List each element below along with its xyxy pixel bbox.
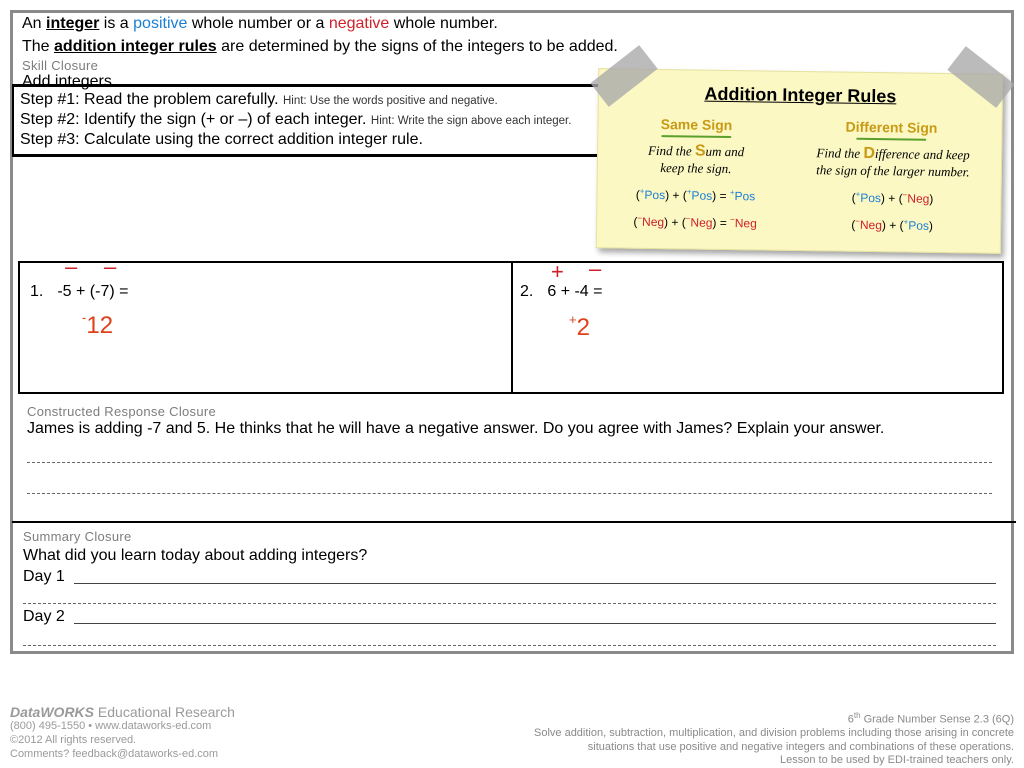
day-1-line-2[interactable] (23, 603, 996, 604)
answer-line-2[interactable] (27, 493, 992, 494)
skill-closure-label: Skill Closure (22, 58, 99, 73)
footer-comments: Comments? feedback@dataworks-ed.com (10, 748, 219, 760)
integer-definition: An integer is a positive whole number or a negative whole number. (22, 15, 498, 32)
day-2-line-2[interactable] (23, 645, 996, 646)
problem-1-sign-1: – (65, 254, 78, 279)
step-2: Step #2: Identify the sign (+ or –) of each integer. Hint: Write the sign above each integer. (20, 111, 572, 128)
addition-rules-note (596, 68, 1003, 254)
footer-publisher (10, 705, 235, 761)
problem-1: 1. -5 + (-7) = (30, 283, 129, 300)
footer-standard (394, 709, 1014, 768)
problem-2: 2. 6 + -4 = (520, 283, 603, 300)
constructed-response-question: James is adding -7 and 5. He thinks that he will have a negative answer. Do you agree with James? Explain your answer. (27, 420, 885, 437)
problem-2-sign-1: + (551, 259, 564, 284)
summary-separator (12, 521, 1016, 523)
day-2-label: Day 2 (23, 608, 65, 625)
rules-intro: The addition integer rules are determined by the signs of the integers to be added. (22, 38, 618, 55)
footer-rights: ©2012 All rights reserved. (10, 734, 137, 746)
summary-closure-label: Summary Closure (23, 529, 132, 544)
answer-line-1[interactable] (27, 462, 992, 463)
standard-line-1: Solve addition, subtraction, multiplication, and division problems including those arising in concrete (534, 727, 1014, 740)
grade-standard: 6th Grade Number Sense 2.3 (6Q) (847, 711, 1014, 726)
skill-closure-text: Add integers. (22, 73, 117, 90)
lesson-note: Lesson to be used by EDI-trained teachers only. (780, 754, 1014, 767)
problem-2-sign-2: – (589, 256, 602, 281)
day-1-line[interactable] (74, 583, 996, 584)
same-sign-description: Find the Sum and keep the sign. (647, 142, 745, 177)
footer-phone-website: (800) 495-1550 • www.dataworks-ed.com (10, 720, 212, 732)
day-2-line[interactable] (74, 623, 996, 624)
problems-table (18, 261, 1004, 394)
summary-question: What did you learn today about adding integers? (23, 547, 368, 564)
step-1: Step #1: Read the problem carefully. Hint: Use the words positive and negative. (20, 91, 498, 108)
same-sign-heading: Same Sign (636, 116, 756, 139)
standard-line-2: situations that use positive and negative integers and combinations of these operations. (587, 740, 1014, 753)
constructed-response-label: Constructed Response Closure (27, 404, 217, 419)
different-sign-example-2: (−Neg) + (+Pos) (851, 216, 934, 233)
problem-1-answer: -12 (82, 310, 114, 339)
day-1-label: Day 1 (23, 568, 65, 585)
same-sign-positive-example: (+Pos) + (+Pos) = +Pos (635, 186, 756, 204)
dataworks-logo: DataWORKS Educational Research (10, 704, 235, 720)
different-sign-description: Find the Difference and keep the sign of the larger number. (816, 144, 970, 180)
different-sign-example-1: (+Pos) + (−Neg) (851, 189, 934, 206)
problem-1-sign-2: – (104, 254, 117, 279)
steps-box (12, 84, 612, 157)
note-title: Addition Integer Rules (704, 83, 897, 107)
different-sign-heading: Different Sign (831, 118, 951, 141)
same-sign-negative-example: (−Neg) + (−Neg) = −Neg (633, 213, 757, 231)
problem-2-answer: +2 (569, 312, 590, 341)
problems-divider (511, 263, 513, 392)
step-3: Step #3: Calculate using the correct addition integer rule. (20, 131, 423, 148)
